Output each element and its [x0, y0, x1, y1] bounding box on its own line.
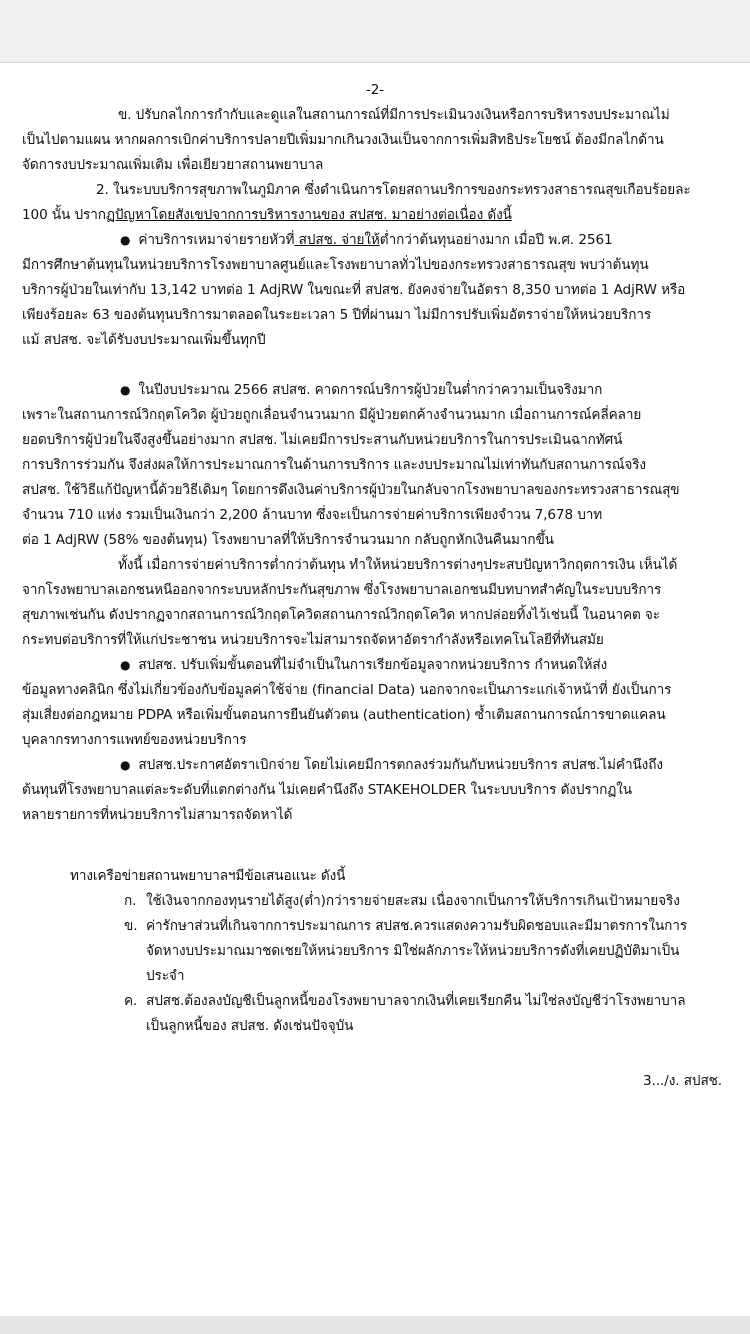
bullet-icon: ●	[120, 383, 131, 397]
text-line	[22, 378, 728, 403]
document-body	[22, 78, 728, 1094]
paragraph-item-kho	[22, 103, 728, 178]
text-span: ต่ำกว่าต้นทุนอย่างมาก เมื่อปี พ.ศ. 2561	[379, 232, 613, 248]
text-line: สุขภาพเช่นกัน ดังปรากฏจากสถานการณ์วิกฤตโควิดสถานการณ์วิกฤตโควิด หากปล่อยทิ้งไว้เช่นนี้ ในอนาคต จะ	[22, 607, 660, 623]
spacer	[22, 828, 728, 864]
text-line: เป็นไปตามแผน หากผลการเบิกค่าบริการปลายปีเพิ่มมากเกินวงเงินเป็นจากการเพิ่มสิทธิประโยชน์ ต้องมีกลไกด้าน	[22, 132, 664, 148]
text-line: ต่อ 1 AdjRW (58% ของต้นทุน) โรงพยาบาลที่ให้บริการจำนวนมาก กลับถูกหักเงินคืนมากขึ้น	[22, 532, 554, 548]
text-line: ข. ปรับกลไกการกำกับและดูแลในสถานการณ์ที่มีการประเมินวงเงินหรือการบริหารงบประมาณไม่	[118, 107, 670, 123]
bullet-paragraph-rates	[22, 753, 728, 828]
text-line: เพราะในสถานการณ์วิกฤตโควิด ผู้ป่วยถูกเลื่อนจำนวนมาก มีผู้ป่วยตกค้างจำนวนมาก เมื่อถานการณ์คลี่คลาย	[22, 407, 642, 423]
text-line: ยอดบริการผู้ป่วยในจึงสูงขึ้นอย่างมาก สปสช. ไม่เคยมีการประสานกับหน่วยบริการในการประเมินฉากทัศน์	[22, 432, 623, 448]
text-line	[22, 228, 728, 253]
suggestion-letter: ข.	[124, 918, 138, 934]
viewer-bottom-area	[0, 1316, 750, 1334]
text-line: เพียงร้อยละ 63 ของต้นทุนบริการมาตลอดในระยะเวลา 5 ปีที่ผ่านมา ไม่มีการปรับเพิ่มอัตราจ่ายให้หน่วยบริการ	[22, 307, 652, 323]
text-line: การบริการร่วมกัน จึงส่งผลให้การประมาณการในด้านการบริการ และงบประมาณไม่เท่าทันกับสถานการณ์จริง	[22, 457, 646, 473]
bullet-icon: ●	[120, 233, 131, 247]
text-line: ทั้งนี้ เมื่อการจ่ายค่าบริการต่ำกว่าต้นทุน ทำให้หน่วยบริการต่างๆประสบปัญหาวิกฤตการเงิน เห็นได้	[118, 557, 678, 573]
suggestion-letter: ก.	[124, 893, 137, 909]
suggestion-letter: ค.	[124, 993, 138, 1009]
spacer	[22, 353, 728, 378]
text-line: สุ่มเสี่ยงต่อกฎหมาย PDPA หรือเพิ่มขั้นตอนการยืนยันตัวตน (authentication) ซ้ำเติมสถานการณ์การขาดแคลน	[22, 707, 666, 723]
text-span: สปสช.ต้องลงบัญชีเป็นลูกหนี้ของโรงพยาบาลจากเงินที่เคยเรียกคืน ไม่ใช่ลงบัญชีว่าโรงพยาบาล	[146, 993, 686, 1009]
text-line: หลายรายการที่หน่วยบริการไม่สามารถจัดหาได้	[22, 807, 293, 823]
bullet-icon: ●	[120, 658, 131, 672]
suggestions-section	[22, 864, 728, 1039]
underlined-text: ฏปัญหาโดยสังเขปจากการบริหารงานของ สปสช. มาอย่างต่อเนื่อง ดังนี้	[105, 207, 512, 223]
text-span: ค่าบริการเหมาจ่ายรายหัวที่	[138, 232, 295, 248]
text-line: ต้นทุนที่โรงพยาบาลแต่ละระดับที่แตกต่างกัน ไม่เคยคำนึงถึง STAKEHOLDER ในระบบบริการ ดังปรากฏใน	[22, 782, 632, 798]
text-line: บริการผู้ป่วยในเท่ากับ 13,142 บาทต่อ 1 AdjRW ในขณะที่ สปสช. ยังคงจ่ายในอัตรา 8,350 บาทต่อ 1 AdjRW หรือ	[22, 282, 686, 298]
paragraph-overall-impact	[22, 553, 728, 653]
text-span: 100 นั้น ปราก	[22, 207, 106, 223]
text-line	[22, 653, 728, 678]
text-line: จากโรงพยาบาลเอกชนหนีออกจากระบบหลักประกันสุขภาพ ซึ่งโรงพยาบาลเอกชนมีบทบาทสำคัญในระบบบริการ	[22, 582, 662, 598]
viewer-top-area	[0, 0, 750, 62]
text-line: เป็นลูกหนี้ของ สปสช. ดังเช่นปัจจุบัน	[146, 1018, 354, 1034]
text-line: 2. ในระบบบริการสุขภาพในภูมิภาค ซึ่งดำเนินการโดยสถานบริการของกระทรวงสาธารณสุขเกือบร้อยละ	[96, 182, 691, 198]
suggestion-item-ko	[22, 889, 728, 914]
text-span: สปสช. ปรับเพิ่มขั้นตอนที่ไม่จำเป็นในการเรียกข้อมูลจากหน่วยบริการ กำหนดให้ส่ง	[138, 657, 608, 673]
suggestion-item-kho	[22, 914, 728, 939]
text-line: จำนวน 710 แห่ง รวมเป็นเงินกว่า 2,200 ล้านบาท ซึ่งจะเป็นการจ่ายค่าบริการเพียงจำวน 7,678 บาท	[22, 507, 603, 523]
bullet-icon: ●	[120, 758, 131, 772]
text-line: จัดการงบประมาณเพิ่มเติม เพื่อเยียวยาสถานพยาบาล	[22, 157, 324, 173]
paragraph-section-2	[22, 178, 728, 228]
text-line: ข้อมูลทางคลินิก ซึ่งไม่เกี่ยวข้องกับข้อมูลค่าใช้จ่าย (financial Data) นอกจากจะเป็นภาระแก่เจ้าหน้าที่ ยังเป็นการ	[22, 682, 672, 698]
page-number: -2-	[365, 82, 385, 98]
underlined-text: สปสช. จ่ายให้	[294, 232, 380, 248]
text-span: ค่ารักษาส่วนที่เกินจากการประมาณการ สปสช.ควรแสดงความรับผิดชอบและมีมาตรการในการ	[146, 918, 688, 934]
text-span: สปสช.ประกาศอัตราเบิกจ่าย โดยไม่เคยมีการตกลงร่วมกันกับหน่วยบริการ สปสช.ไม่คำนึงถึง	[138, 757, 663, 773]
bullet-paragraph-capitation	[22, 228, 728, 353]
text-line: มีการศึกษาต้นทุนในหน่วยบริการโรงพยาบาลศูนย์และโรงพยาบาลทั่วไปของกระทรวงสาธารณสุข พบว่าต้นทุน	[22, 257, 649, 273]
bullet-paragraph-data-requests	[22, 653, 728, 753]
suggestion-item-kho-khwai	[22, 989, 728, 1014]
text-line: จัดหางบประมาณมาชดเชยให้หน่วยบริการ มิใช่ผลักภาระให้หน่วยบริการดังที่เคยปฏิบัติมาเป็น	[146, 943, 680, 959]
text-line: บุคลากรทางการแพทย์ของหน่วยบริการ	[22, 732, 247, 748]
text-line: กระทบต่อบริการที่ให้แก่ประชาชน หน่วยบริการจะไม่สามารถจัดหาอัตรากำลังหรือเทคโนโลยีที่ทันสมัย	[22, 632, 604, 648]
suggestions-intro: ทางเครือข่ายสถานพยาบาลฯมีข้อเสนอแนะ ดังนี้	[70, 868, 346, 884]
text-span: ในปีงบประมาณ 2566 สปสช. คาดการณ์บริการผู้ป่วยในต่ำกว่าความเป็นจริงมาก	[138, 382, 603, 398]
text-line: ประจำ	[146, 968, 185, 984]
continuation-marker: 3.../ง. สปสช.	[643, 1073, 722, 1089]
text-line	[22, 203, 728, 228]
text-line	[22, 753, 728, 778]
bullet-paragraph-budget-2566	[22, 378, 728, 553]
text-line: แม้ สปสช. จะได้รับงบประมาณเพิ่มขึ้นทุกปี	[22, 332, 266, 348]
text-line: สปสช. ใช้วิธีแก้ปัญหานี้ด้วยวิธีเดิมๆ โดยการดึงเงินค่าบริการผู้ป่วยในกลับจากโรงพยาบาลของกระทรวงสาธารณสุข	[22, 482, 680, 498]
text-span: ใช้เงินจากกองทุนรายได้สูง(ต่ำ)กว่ารายจ่ายสะสม เนื่องจากเป็นการให้บริการเกินเป้าหมายจริง	[146, 893, 680, 909]
